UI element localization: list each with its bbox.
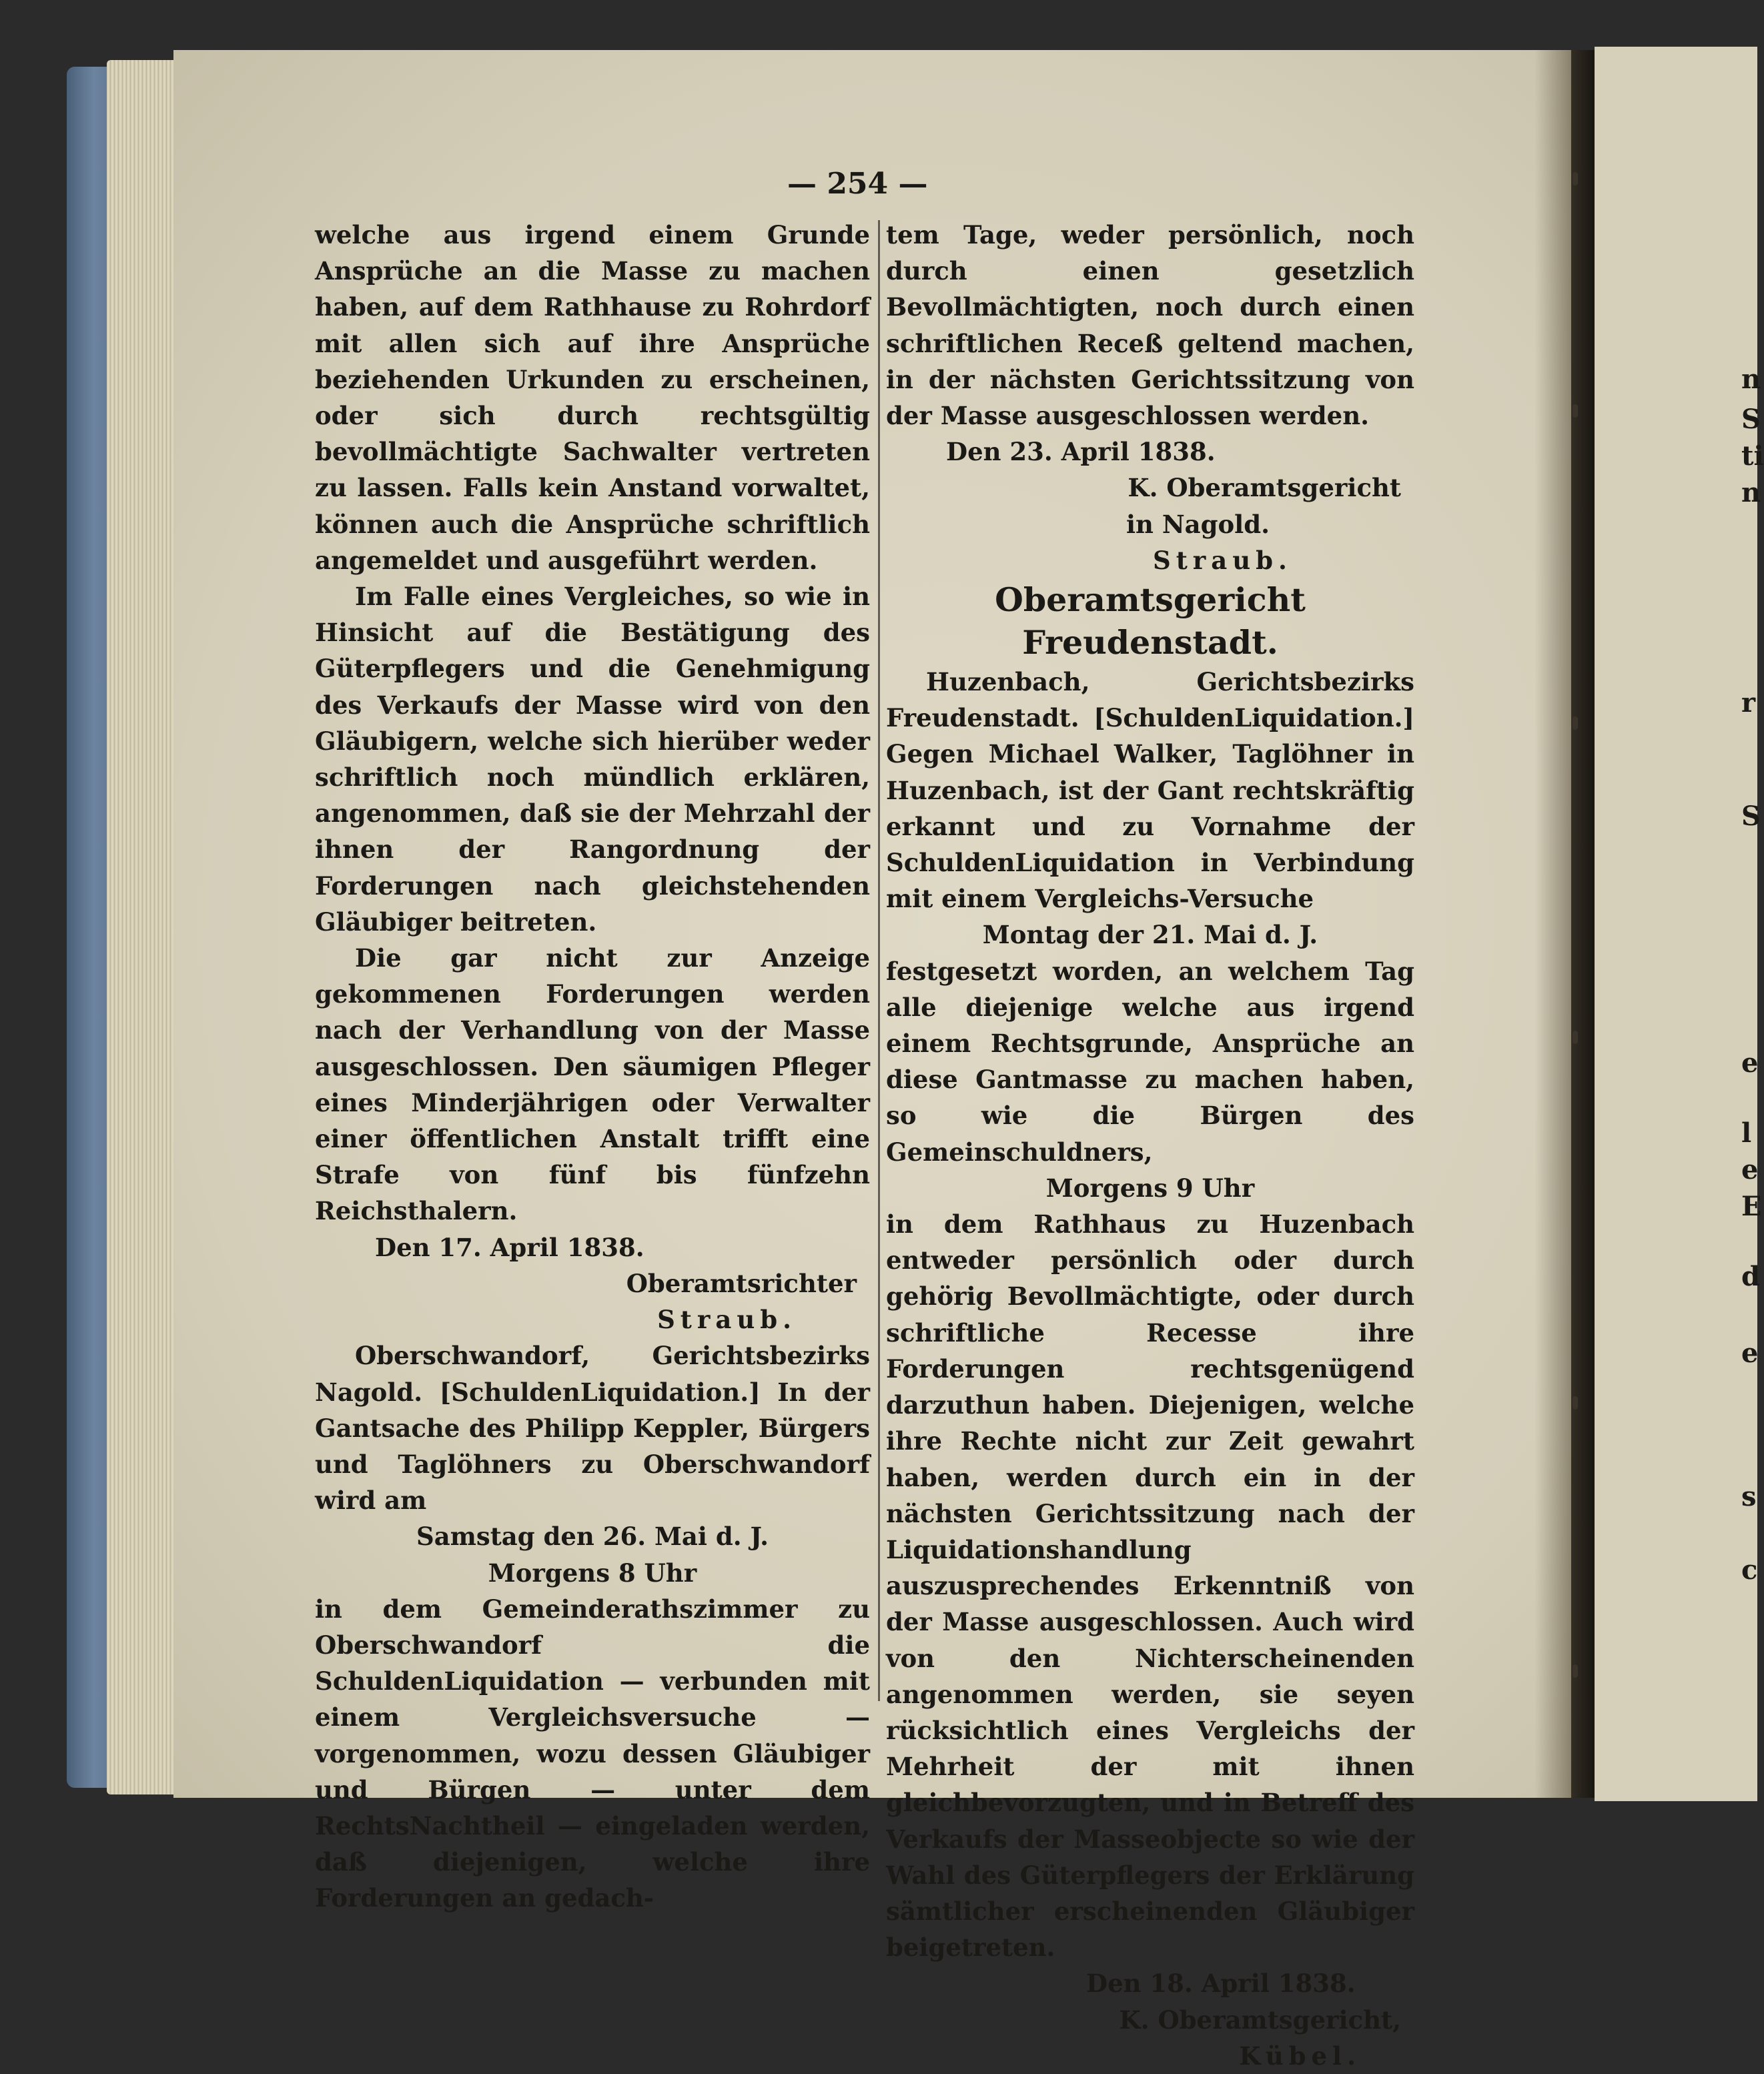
next-page-fragment: l <box>1741 1117 1752 1149</box>
signature-name: Straub. <box>657 1305 797 1335</box>
paragraph: tem Tage, weder persönlich, noch durch einen gesetzlich Bevollmächtigten, noch durch einen schriftlichen Receß geltend machen, in der nächsten Gerichtssitzung von der Masse ausgeschlossen werden. <box>886 220 1414 431</box>
date-line: Den 18. April 1838. <box>1086 1969 1356 1999</box>
left-column <box>315 217 870 1917</box>
notice-lead: Huzenbach, Gerichtsbezirks Freudenstadt. [SchuldenLiquidation.] Gegen Michael Walker, Taglöhner in Huzenbach, ist der Gant rechtskräftig erkannt und zu Vornahme der SchuldenLiquidation in Verbindung mit einem Vergleichs-Versuche <box>886 667 1414 914</box>
right-column <box>886 217 1414 2074</box>
next-page-fragment: n <box>1741 477 1761 508</box>
notice-body: in dem Rathhaus zu Huzenbach entweder persönlich oder durch gehörig Bevollmächtigte, oder durch schriftliche Recesse ihre Forderungen rechtsgenügend darzuthun haben. Diejenigen, welche ihre Rechte nicht zur Zeit gewahrt haben, werden durch ein in der nächsten Gerichtssitzung nach der Liquidationshandlung auszusprechendes Erkenntniß von der Masse ausgeschlossen. Auch wird von den Nichterscheinenden angenommen werden, sie seyen rücksichtlich eines Vergleichs der Mehrheit der mit ihnen gleichbevorzugten, und in Betreff des Verkaufs der Masseobjecte so wie der Wahl des Güterpflegers der Erklärung sämtlicher erscheinenden Gläubiger beigetreten. <box>886 1209 1414 1963</box>
sewing-hole <box>1573 1031 1578 1044</box>
next-page-fragment: e <box>1741 1047 1759 1079</box>
next-page-fragment: c <box>1741 1554 1758 1586</box>
signature-title: Oberamtsrichter <box>626 1268 857 1298</box>
next-page-fragment: n <box>1741 364 1761 395</box>
notice-time: Morgens 8 Uhr <box>488 1558 697 1588</box>
next-page-fragment: e <box>1741 1154 1759 1185</box>
notice-body: in dem Gemeinderathszimmer zu Oberschwandorf die SchuldenLiquidation — verbunden mit einem Vergleichsversuche — vorgenommen, wozu dessen Gläubiger und Bürgen — unter dem RechtsNachtheil — eingeladen werden, daß diejenigen, welche ihre Forderungen an gedach- <box>315 1594 870 1913</box>
next-page-fragment: e <box>1741 1338 1759 1369</box>
paragraph: Im Falle eines Vergleiches, so wie in Hinsicht auf die Bestätigung des Güterpflegers und die Genehmigung des Verkaufs der Masse wird von den Gläubigern, welche sich hierüber weder schriftlich noch mündlich erklären, angenommen, daß sie der Mehrzahl der ihnen der Rangordnung der Forderungen nach gleichstehenden Gläubiger beitreten. <box>315 582 870 937</box>
notice-time: Morgens 9 Uhr <box>1045 1173 1255 1203</box>
signature-name: Straub. <box>1153 545 1292 575</box>
next-page-fragment: S <box>1741 404 1761 435</box>
next-page-fragment: s <box>1741 1481 1757 1512</box>
column-rule <box>878 220 880 1701</box>
signature-name: Kübel. <box>1239 2041 1361 2071</box>
sewing-hole <box>1573 1664 1578 1678</box>
notice-date: Samstag den 26. Mai d. J. <box>416 1522 769 1552</box>
sewing-hole <box>1573 172 1578 185</box>
notice-lead: Oberschwandorf, Gerichtsbezirks Nagold. [SchuldenLiquidation.] In der Gantsache des Philipp Keppler, Bürgers und Taglöhners zu Oberschwandorf wird am <box>315 1341 870 1516</box>
next-page-fragment: ti <box>1741 440 1764 472</box>
sewing-hole <box>1573 404 1578 418</box>
date-line: Den 23. April 1838. <box>946 437 1216 467</box>
next-page-fragment: r <box>1741 687 1756 718</box>
page-number: — 254 — <box>787 167 928 201</box>
book-gutter <box>1534 50 1595 1798</box>
next-page-fragment: d <box>1741 1261 1760 1292</box>
date-line: Den 17. April 1838. <box>375 1232 644 1262</box>
sewing-hole <box>1573 716 1578 730</box>
section-heading: Oberamtsgericht Freudenstadt. <box>995 580 1306 662</box>
signature-court: K. Oberamtsgericht, <box>1119 2005 1401 2035</box>
notice-body: festgesetzt worden, an welchem Tag alle diejenige welche aus irgend einem Rechtsgrunde, Ansprüche an diese Gantmasse zu machen haben, so wie die Bürgen des Gemeinschuldners, <box>886 956 1414 1167</box>
signature-place: in Nagold. <box>1126 509 1270 539</box>
signature-court: K. Oberamtsgericht <box>1128 473 1401 503</box>
paragraph: welche aus irgend einem Grunde Ansprüche an die Masse zu machen haben, auf dem Rathhause zu Rohrdorf mit allen sich auf ihre Ansprüche beziehenden Urkunden zu erscheinen, oder sich durch rechtsgültig bevollmächtigte Sachwalter vertreten zu lassen. Falls kein Anstand vorwaltet, können auch die Ansprüche schriftlich angemeldet und ausgeführt werden. <box>315 220 870 575</box>
paragraph: Die gar nicht zur Anzeige gekommenen Forderungen werden nach der Verhandlung von der Masse ausgeschlossen. Den säumigen Pfleger eines Minderjährigen oder Verwalter einer öffentlichen Anstalt trifft eine Strafe von fünf bis fünfzehn Reichsthalern. <box>315 943 870 1226</box>
next-page-edge <box>1595 47 1764 1801</box>
sewing-hole <box>1573 1396 1578 1410</box>
next-page-fragment: E <box>1741 1191 1762 1222</box>
next-page-fragment: S <box>1741 801 1761 832</box>
notice-date: Montag der 21. Mai d. J. <box>982 920 1318 950</box>
